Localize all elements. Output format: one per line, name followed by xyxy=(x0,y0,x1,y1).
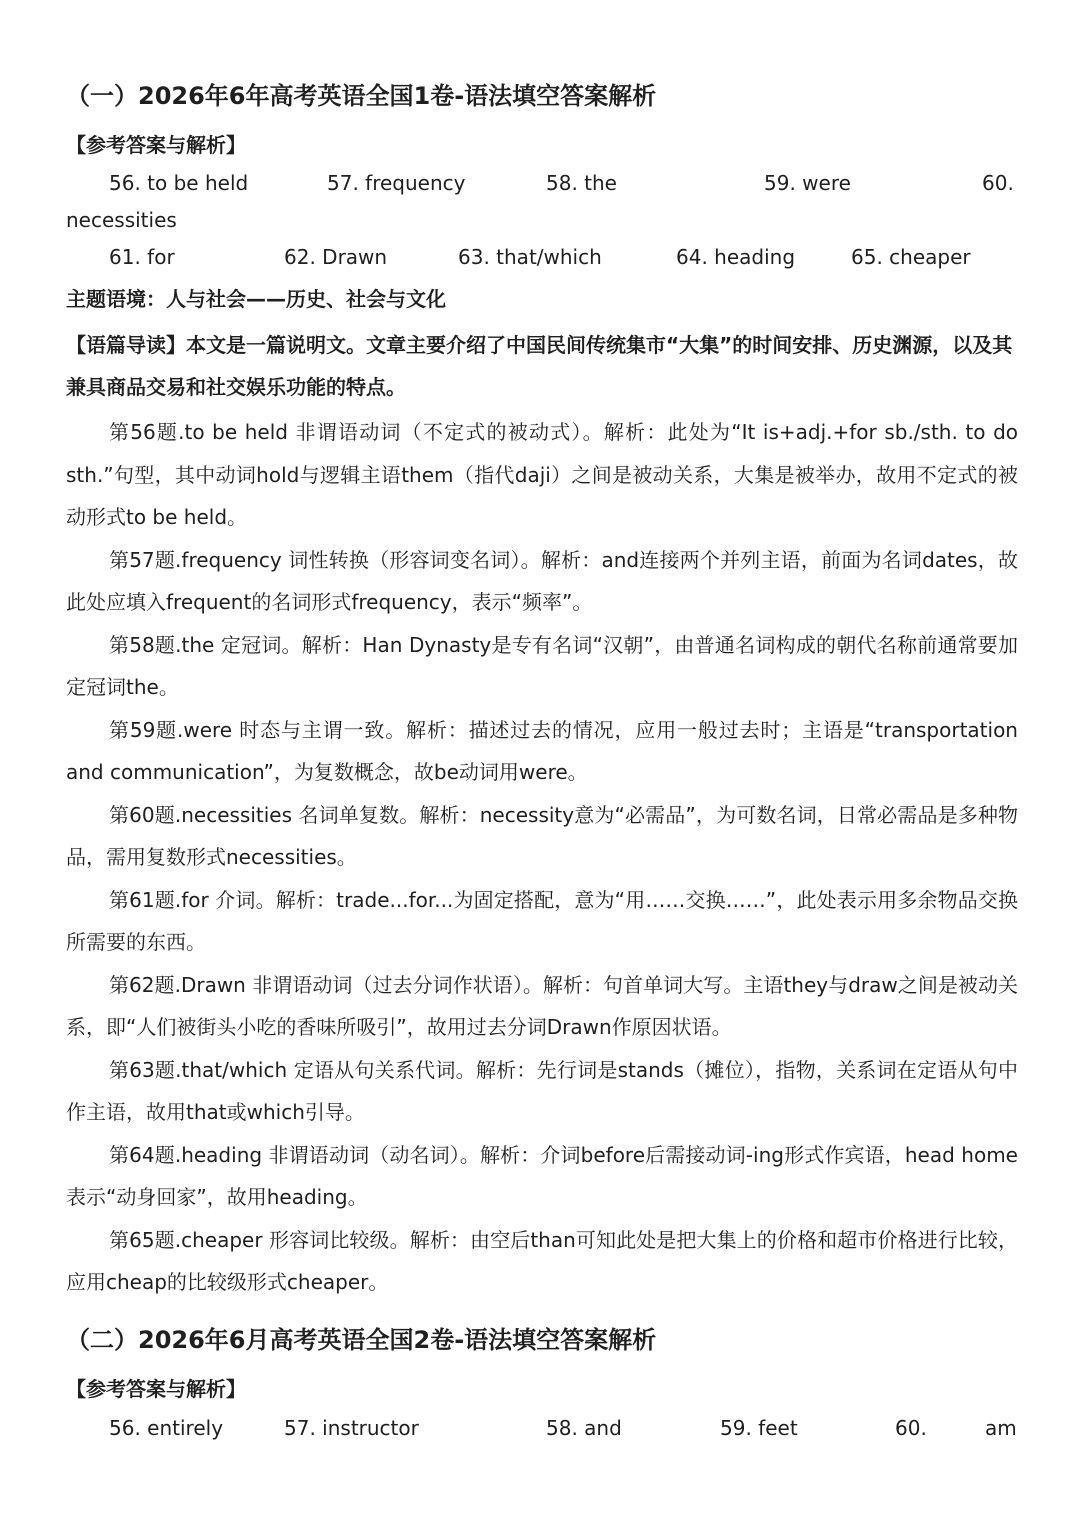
explanation-58: 第58题.the 定冠词。解析：Han Dynasty是专有名词“汉朝”，由普通名词构成的朝代名称前通常要加定冠词the。 xyxy=(66,632,1018,699)
answer-row-wrap xyxy=(66,205,1018,235)
answer-item: 60. xyxy=(895,1416,927,1440)
explanation-59: 第59题.were 时态与主谓一致。解析：描述过去的情况，应用一般过去时；主语是“transportation and communication”，为复数概念，故be动词用were。 xyxy=(66,717,1018,784)
explanation-61: 第61题.for 介词。解析：trade...for...为固定搭配，意为“用……交换……”，此处表示用多余物品交换所需要的东西。 xyxy=(66,887,1018,954)
answer-item: 62. Drawn xyxy=(284,245,388,269)
section2-title: （二）2026年6月高考英语全国2卷-语法填空答案解析 xyxy=(66,1326,657,1354)
explanation-62: 第62题.Drawn 非谓语动词（过去分词作状语）。解析：句首单词大写。主语they与draw之间是被动关系，即“人们被街头小吃的香味所吸引”，故用过去分词Drawn作原因状语。 xyxy=(66,972,1018,1039)
explanation-60: 第60题.necessities 名词单复数。解析：necessity意为“必需品”，为可数名词，日常必需品是多种物品，需用复数形式necessities。 xyxy=(66,802,1018,869)
section2-ref-heading: 【参考答案与解析】 xyxy=(66,1377,246,1401)
answer-item: 57. instructor xyxy=(284,1416,419,1440)
section1-answer-grid xyxy=(66,168,1018,278)
answer-item: 65. cheaper xyxy=(851,245,971,269)
explanation-57: 第57题.frequency 词性转换（形容词变名词）。解析：and连接两个并列主语，前面为名词dates，故此处应填入frequent的名词形式frequency，表示“频率”。 xyxy=(66,547,1018,614)
answer-item: 60. xyxy=(982,171,1014,195)
answer-item: 61. for xyxy=(109,245,175,269)
explanation-64: 第64题.heading 非谓语动词（动名词）。解析：介词before后需接动词-ing形式作宾语，head home表示“动身回家”，故用heading。 xyxy=(66,1142,1018,1209)
answer-row xyxy=(66,168,1018,198)
answer-item: 64. heading xyxy=(676,245,796,269)
section1-ref-heading: 【参考答案与解析】 xyxy=(66,133,246,157)
answer-item: 59. feet xyxy=(720,1416,798,1440)
section1-title: （一）2026年6年高考英语全国1卷-语法填空答案解析 xyxy=(66,82,657,110)
answer-item: 58. the xyxy=(546,171,617,195)
answer-item: 59. were xyxy=(764,171,851,195)
answer-item: 57. frequency xyxy=(327,171,466,195)
answer-item: 56. to be held xyxy=(109,171,249,195)
theme-context: 主题语境：人与社会——历史、社会与文化 xyxy=(66,287,446,311)
explanations xyxy=(66,411,1018,1304)
answer-item: am xyxy=(985,1416,1017,1440)
answer-row xyxy=(66,242,1018,272)
explanation-63: 第63题.that/which 定语从句关系代词。解析：先行词是stands（摊位），指物，关系词在定语从句中作主语，故用that或which引导。 xyxy=(66,1057,1018,1124)
section2-answer-grid xyxy=(66,1413,1018,1445)
answer-item: 63. that/which xyxy=(458,245,602,269)
answer-item: necessities xyxy=(66,208,177,232)
explanation-65: 第65题.cheaper 形容词比较级。解析：由空后than可知此处是把大集上的价格和超市价格进行比较，应用cheap的比较级形式cheaper。 xyxy=(66,1227,1018,1294)
answer-row xyxy=(66,1413,1018,1443)
explanation-56: 第56题.to be held 非谓语动词（不定式的被动式）。解析：此处为“It is+adj.+for sb./sth. to do sth.”句型，其中动词hold与逻辑主语them（指代daji）之间是被动关系，大集是被举办，故用不定式的被动形式to be held。 xyxy=(66,420,1018,529)
answer-item: 58. and xyxy=(546,1416,622,1440)
passage-intro: 【语篇导读】本文是一篇说明文。文章主要介绍了中国民间传统集市“大集”的时间安排、历史渊源，以及其兼具商品交易和社交娱乐功能的特点。 xyxy=(66,333,1013,399)
answer-item: 56. entirely xyxy=(109,1416,224,1440)
